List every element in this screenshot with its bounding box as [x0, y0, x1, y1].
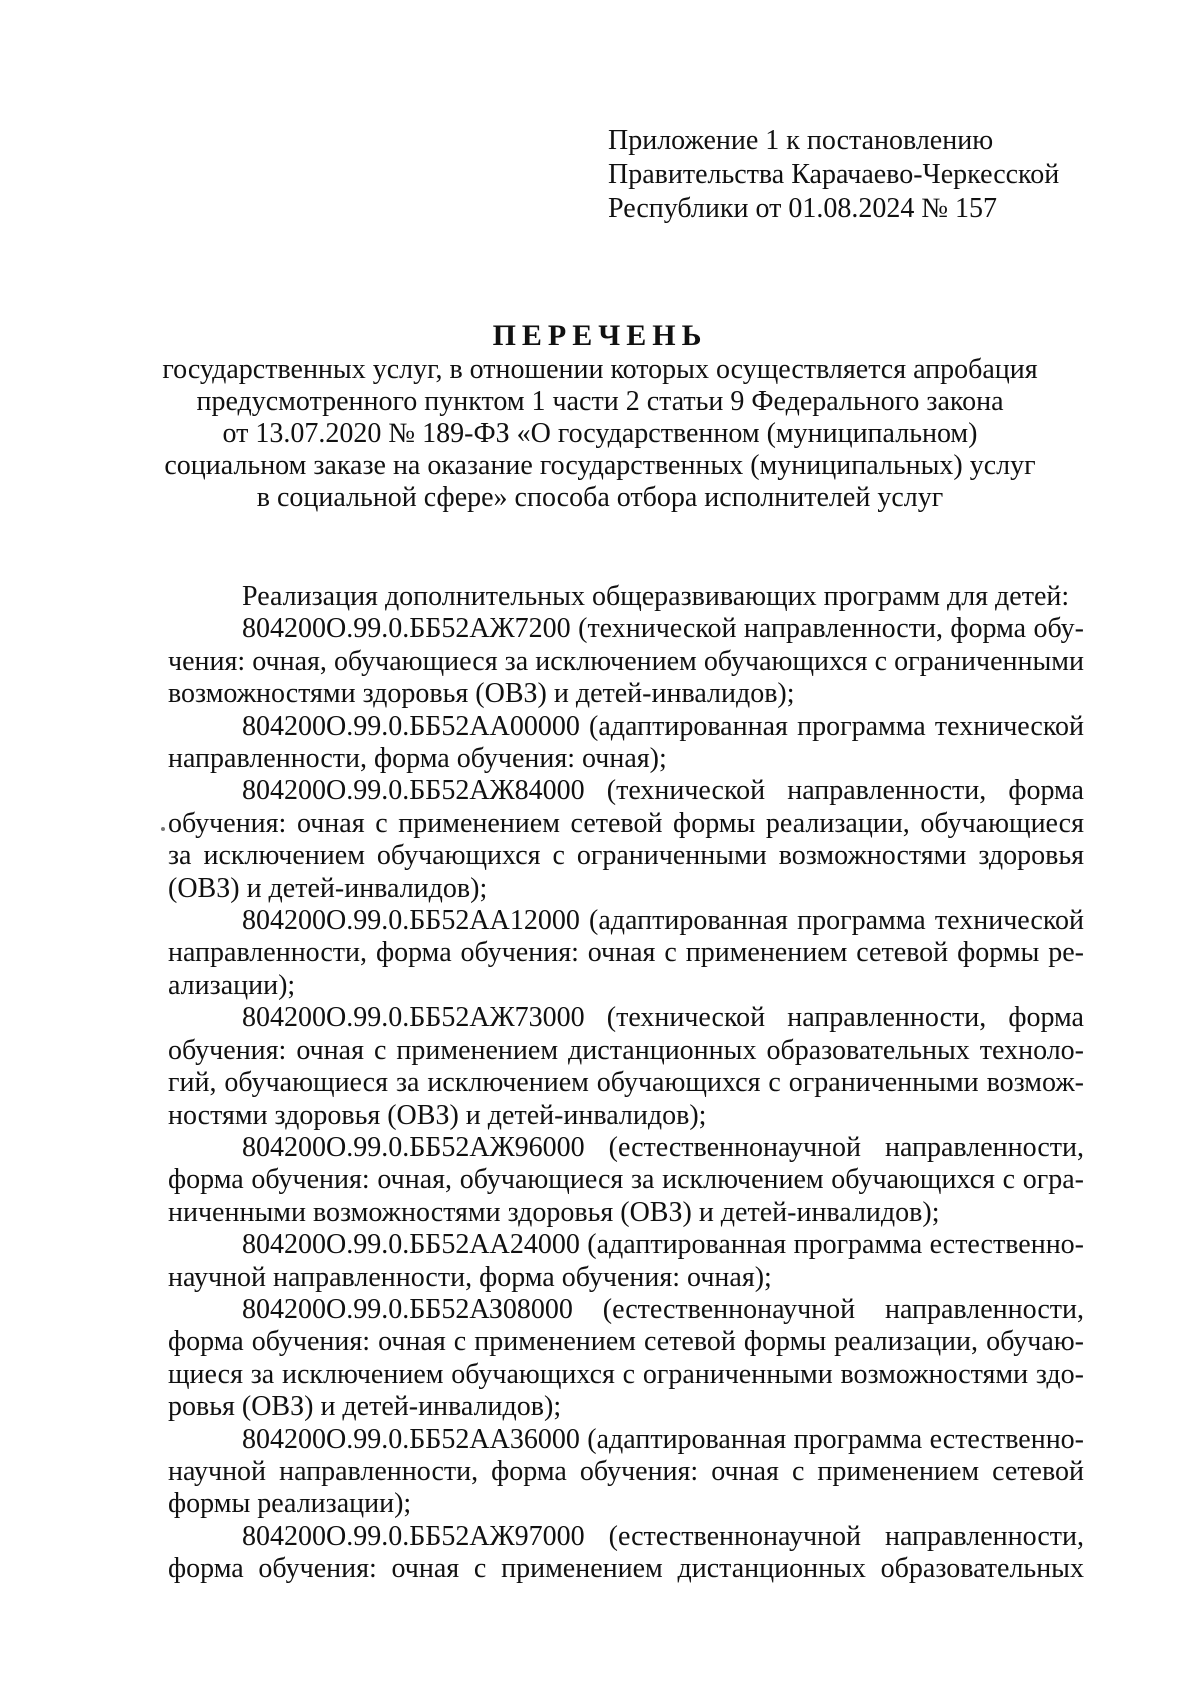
- item-line: ниченными возможностями здоровья (ОВЗ) и детей-инвалидов);: [168, 1196, 940, 1228]
- item-line: 804200О.99.0.ББ52АЖ84000 (технической направленности, форма: [242, 775, 1084, 807]
- item-line: за исключением обучающихся с ограниченными возможностями здоровья: [168, 840, 1084, 872]
- item-line: научной направленности, форма обучения: очная с применением сетевой: [168, 1455, 1084, 1487]
- annex-line: Правительства Карачаево-Черкесской: [608, 159, 1060, 190]
- item-line: 804200О.99.0.ББ52АА00000 (адаптированная программа технической: [242, 710, 1084, 742]
- list-item: [168, 711, 1084, 776]
- list-item: [168, 1294, 1084, 1424]
- item-line: форма обучения: очная с применением сетевой формы реализации, обучаю-: [168, 1326, 1084, 1358]
- subtitle-line: социальном заказе на оказание государственных (муниципальных) услуг: [164, 450, 1036, 481]
- item-line: ностями здоровья (ОВЗ) и детей-инвалидов);: [168, 1099, 707, 1131]
- item-line: 804200О.99.0.ББ52АЖ73000 (технической направленности, форма: [242, 1002, 1084, 1034]
- item-line: ровья (ОВЗ) и детей-инвалидов);: [168, 1391, 562, 1423]
- intro-line: Реализация дополнительных общеразвивающих программ для детей:: [242, 581, 1070, 612]
- annex-reference: [608, 124, 1128, 226]
- list-item: [168, 1132, 1084, 1229]
- list-item: [168, 1521, 1084, 1586]
- item-line: формы реализации);: [168, 1488, 412, 1520]
- subtitle-line: государственных услуг, в отношении которых осуществляется апробация: [162, 354, 1038, 385]
- subtitle-line: в социальной сфере» способа отбора исполнителей услуг: [256, 482, 944, 513]
- item-line: 804200О.99.0.ББ52АЖ97000 (естественнонаучной направленности,: [242, 1520, 1084, 1552]
- subtitle-line: от 13.07.2020 № 189-ФЗ «О государственном (муниципальном): [222, 418, 978, 449]
- document-body: [168, 581, 1084, 1586]
- item-line: 804200О.99.0.ББ52АЖ96000 (естественнонаучной направленности,: [242, 1131, 1084, 1163]
- scan-speck: [161, 827, 165, 831]
- item-line: направленности, форма обучения: очная);: [168, 743, 667, 775]
- item-line: гий, обучающиеся за исключением обучающихся с ограниченными возмож-: [168, 1067, 1084, 1099]
- list-item: [168, 775, 1084, 905]
- item-line: форма обучения: очная с применением дистанционных образовательных: [168, 1553, 1084, 1585]
- item-line: (ОВЗ) и детей-инвалидов);: [168, 872, 488, 904]
- list-item: [168, 1424, 1084, 1521]
- annex-line: Приложение 1 к постановлению: [608, 125, 994, 156]
- item-line: форма обучения: очная, обучающиеся за исключением обучающихся с огра-: [168, 1164, 1084, 1196]
- item-line: щиеся за исключением обучающихся с ограниченными возможностями здо-: [168, 1358, 1084, 1390]
- item-line: чения: очная, обучающиеся за исключением обучающихся с ограниченными: [168, 645, 1084, 677]
- intro-paragraph: [168, 581, 1084, 613]
- item-line: научной направленности, форма обучения: очная);: [168, 1261, 772, 1293]
- item-line: 804200О.99.0.ББ52АЗ08000 (естественнонаучной направленности,: [242, 1293, 1084, 1325]
- item-line: направленности, форма обучения: очная с применением сетевой формы ре-: [168, 937, 1084, 969]
- item-line: 804200О.99.0.ББ52АА12000 (адаптированная программа технической: [242, 905, 1084, 937]
- item-line: возможностями здоровья (ОВЗ) и детей-инвалидов);: [168, 678, 795, 710]
- document-subtitle: [120, 354, 1080, 514]
- item-line: обучения: очная с применением дистанционных образовательных техноло-: [168, 1034, 1084, 1066]
- item-line: 804200О.99.0.ББ52АА24000 (адаптированная программа естественно-: [242, 1229, 1084, 1261]
- list-item: [168, 613, 1084, 710]
- item-line: 804200О.99.0.ББ52АА36000 (адаптированная программа естественно-: [242, 1423, 1084, 1455]
- list-item: [168, 1002, 1084, 1132]
- list-item: [168, 1229, 1084, 1294]
- annex-line: Республики от 01.08.2024 № 157: [608, 193, 998, 224]
- item-line: ализации);: [168, 969, 296, 1001]
- document-title: ПЕРЕЧЕНЬ: [492, 319, 708, 352]
- item-line: обучения: очная с применением сетевой формы реализации, обучающиеся: [168, 807, 1084, 839]
- item-line: 804200О.99.0.ББ52АЖ7200 (технической направленности, форма обу-: [242, 613, 1084, 645]
- subtitle-line: предусмотренного пунктом 1 части 2 статьи 9 Федерального закона: [196, 386, 1004, 417]
- list-item: [168, 905, 1084, 1002]
